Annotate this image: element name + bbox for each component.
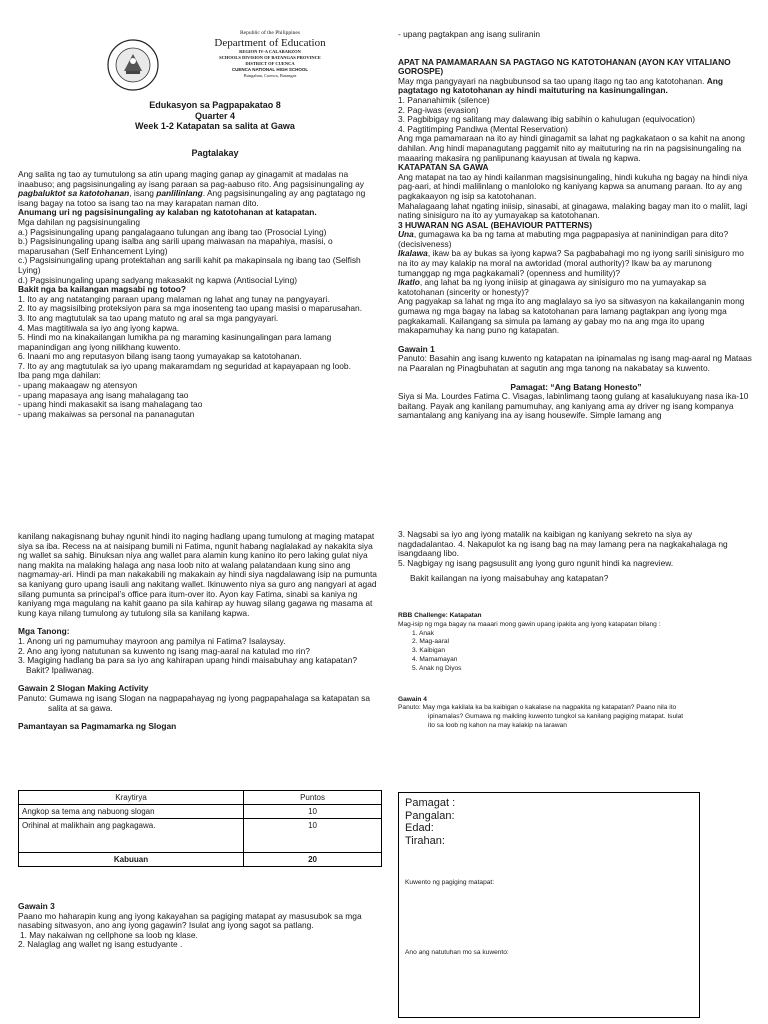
- tanong-item: 2. Ano ang iyong natutunan sa kuwento ng isang mag-aaral na katulad mo rin?: [18, 645, 310, 656]
- heading-gawain-1: Gawain 1: [398, 343, 435, 354]
- page-two: [0, 512, 768, 1024]
- table-total-row: [19, 853, 382, 867]
- iba-item: - upang hindi makasakit sa isang mahalagang tao: [18, 399, 203, 410]
- gawain3-panuto: Paano mo haharapin kung ang iyong kakayahan sa pagiging matapat ay masusubok sa mga nasabing sitwasyon, ano ang iyong gagawin? Isulat ang iyong sagot sa patlang.: [18, 910, 362, 931]
- school-name: CUENCA NATIONAL HIGH SCHOOL: [231, 67, 309, 72]
- dahilan-item: a.) Pagsisinungaling upang pangalagaano tulungan ang ibang tao (Prosocial Lying): [18, 226, 327, 237]
- dahilan-item: b.) Pagsisinungaling upang isalba ang sarili upang maiwasan na mapahiya, masisi, o maparusahan (Self Enhancement Lying): [18, 236, 333, 256]
- gawain3-item: 5. Nagbigay ng isang pagsusulit ang iyong guro ngunit hindi ka nagreview.: [398, 557, 674, 568]
- gawain4-panuto-line: ipinamalas? Gumawa ng maikling kuwento tungkol sa kanilang pagiging matapat. Isulat: [428, 713, 684, 721]
- heading-huwaran: 3 HUWARAN NG ASAL (BEHAVIOUR PATTERNS): [398, 219, 593, 230]
- total-value: 20: [244, 853, 382, 867]
- rbb-item: 5. Anak ng Diyos: [412, 664, 462, 672]
- table-row: [19, 805, 382, 819]
- gawain2-panuto: Panuto: Gumawa ng isang Slogan na nagpapahayag ng iyong pagpapahalaga sa katapatan sa: [18, 692, 371, 703]
- apat-paragraph: May mga pangyayari na nagbubunsod sa tao upang itago ng tao ang katotohanan. Ang pagtatago ng katotohanan ay hindi maituturing na kasinungalingan.: [398, 75, 723, 96]
- left-column-page-one: [18, 170, 370, 419]
- kraytirya-cell: Angkop sa tema ang nabuong slogan: [19, 805, 244, 819]
- huwaran-ikatlo: Ikatlo, ang lahat ba ng iyong iniisip at ginagawa ay sinisiguro mo na yumayakap sa katotohanan (sincerity or honesty)?: [398, 277, 707, 297]
- reason-item: 6. Inaani mo ang reputasyon bilang isang taong yumayakap sa katotohanan.: [18, 351, 302, 362]
- gawain4-panuto-line: ito sa loob ng kahon na may kalakip na larawan: [428, 721, 567, 729]
- rubric-table: [18, 790, 382, 867]
- apat-paragraph-two: Ang mga pamamaraan na ito ay hindi ginagamit sa lahat ng pagkakataon o sa kahit na anong dahilan. Ang hindi mapanagutang paggamit nito ay maituturing na rin na pagsisinungaling na maaaring makasira ng panlipunang kaayusan at tiwala ng kapwa.: [398, 133, 745, 163]
- subject-title: Edukasyon sa Pagpapakatao 8: [149, 100, 281, 110]
- story-paragraph: Siya si Ma. Lourdes Fatima C. Visagas, labinlimang taong gulang at kasalukuyang nasa ika-10 baitang. Payak ang kanilang pamumuhay, ang kaniyang ama ay driver ng isang kompanya samantalang ang kaniyang ina ay isang housewife. Simple lamang ang: [398, 391, 749, 421]
- table-header-row: [19, 791, 382, 805]
- right-column-page-one: [398, 30, 754, 421]
- heading-gawain-4: Gawain 4: [398, 695, 427, 703]
- pamagat-field[interactable]: Pamagat :: [405, 797, 456, 809]
- region-text: REGION IV-A CALABARZON: [239, 49, 301, 54]
- iba-item: - upang makaagaw ng atensyon: [18, 380, 138, 391]
- heading-katapatan-sa-gawa: KATAPATAN SA GAWA: [398, 162, 489, 173]
- dahilan-item: c.) Pagsisinungaling upang protektahan ang sarili kahit pa makapinsala ng ibang tao (Selfish Lying): [18, 255, 361, 275]
- apat-item: 2. Pag-iwas (evasion): [398, 104, 479, 115]
- puntos-cell: 10: [244, 819, 382, 853]
- form-labels: [399, 793, 699, 847]
- reason-item: 2. Ito ay magsisilbing proteksiyon para sa mga inosenteng tao upang masisi o maparusahan.: [18, 303, 363, 314]
- rbb-panuto: Mag-isip ng mga bagay na maaari mong gawin upang ipakita ang iyong katapatan bilang :: [398, 620, 661, 628]
- huwaran-ikalawa: Ikalawa, ikaw ba ay bukas sa iyong kapwa? Sa pagbabahagi mo ng iyong sarili sinisiguro mo na ito ay may kalakip na moral na awtoridad (moral authority)? Ikaw ba ay marunong tumanggap ng mga pagkakamali? (openness and humility)?: [398, 248, 744, 278]
- department-name: Department of Education: [214, 37, 326, 49]
- reason-item: 5. Hindi mo na kinakailangan lumikha pa ng maraming kasinungalingan para lamang mapanindigan ang iyong nilikhang kuwento.: [18, 332, 332, 352]
- story-paragraph-continued: kanilang nakagisnang buhay ngunit hindi ito naging hadlang upang tumulong at maging matapat siya sa iba. Recess na at naisipang bumili ni Fatima, ngunit habang naglalakad ay nakakita siya ng wallet sa sahig. Binuksan niya ang wallet para alamin kung kanino ito pero laking gulat niya nang makita na malaking halaga ang nasa loob nito at walang palatandaan kung sino ang nagmamay-ari. Hindi pa man nakakabili ng makakain ay hindi siya nagdalawang isip na pumunta sa kaniyang guro upang isauli ang nakitang wallet. Ikinuwento niya sa guro ang nangyari at agad silang pumunta sa principal’s office para itum-over ito. Ayon kay Fatima, sinabi sa kaniya ng kaniyang mga magulang na kahit gaano pa sila kahirap ay huwag silang gagawa ng masama at kung kaya nilang tumulong ay tutulong sila sa kanilang kapwa.: [18, 531, 377, 618]
- iba-item: - upang mapasaya ang isang mahalagang tao: [18, 389, 189, 400]
- dahilan-heading: Mga dahilan ng pagsisinungaling: [18, 216, 140, 227]
- katapatan-paragraph: Ang matapat na tao ay hindi kailanman magsisinungaling, hindi kukuha ng bagay na hindi niya pag-aari, at hindi malilinlang o manloloko ng kaniyang kapwa sa anumang paraan. Ito ay ang pagkakaayon ng isip sa katotohanan.: [398, 171, 748, 201]
- heading-gawain-2: Gawain 2 Slogan Making Activity: [18, 683, 149, 694]
- gawain3-bakit: Bakit kailangan na iyong maisabuhay ang katapatan?: [410, 573, 609, 584]
- rbb-item: 1. Anak: [412, 629, 434, 637]
- school-header: [120, 30, 340, 79]
- iba-heading: Iba pang mga dahilan:: [18, 370, 101, 381]
- rbb-item: 4. Mamamayan: [412, 655, 458, 663]
- katapatan-paragraph-two: Mahalagaang lahat ngating iniisip, sinasabi, at ginagawa, malaking bagay man ito o maliit, lagi nating sinisiguro na ito ay yumayakap sa katotohanan.: [398, 200, 748, 221]
- apat-item: 1. Pananahimik (silence): [398, 94, 490, 105]
- pangalan-field[interactable]: Pangalan:: [405, 809, 455, 822]
- reason-item: 7. Ito ay ang magtutulak sa iyo upang makaramdam ng seguridad at kapayapaan ng loob.: [18, 360, 351, 371]
- rubric-title: Pamantayan sa Pagmamarka ng Slogan: [18, 721, 177, 732]
- intro-paragraph: Ang salita ng tao ay tumutulong sa atin upang maging ganap ay ginagamit at madalas na inaabuso; ang pagsisinungaling ay isang paraan sa pag-aabuso rito. Ang pagsisinungaling ay pagbaluktot sa katotohanan, isang panlilinlang. Ang pagsisinungaling ay ang pagtatago ng isang bagay na totoo sa isang tao na may karapatan naman dito.: [18, 169, 366, 208]
- column-header-puntos: Puntos: [244, 791, 382, 805]
- heading-gawain-3: Gawain 3: [18, 901, 55, 911]
- heading-rbb-challenge: RBB Challenge: Katapatan: [398, 611, 482, 619]
- rbb-item: 3. Kaibigan: [412, 647, 445, 655]
- tanong-heading: Mga Tanong:: [18, 626, 70, 637]
- iba-item: - upang pagtakpan ang isang suliranin: [398, 29, 541, 39]
- gawain3-section: [18, 902, 378, 950]
- huwaran-closing: Ang pagyakap sa lahat ng mga ito ang maglalayo sa iyo sa sitwasyon na kakailanganin mong gumawa ng mga bagay na labag sa katotohanan para lamang pagtakpan ang iyong mga pagkakamali. Kailangang sa simula pa lamang ay gabay mo na ang mga ito upang makapamuhay ka nang puno ng katapatan.: [398, 296, 745, 336]
- gawain4-panuto: Panuto: May mga kakilala ka ba kaibigan o kakalase na nagpakita ng katapatan? Paano nila ito: [398, 704, 677, 712]
- tanong-item: 3. Magiging hadlang ba para sa iyo ang kahirapan upang hindi maisabuhay ang katapatan?: [18, 655, 357, 666]
- reason-item: 4. Mas magtitiwala sa iyo ang iyong kapwa.: [18, 322, 180, 333]
- table-row: [19, 819, 382, 853]
- puntos-cell: 10: [244, 805, 382, 819]
- dahilan-item: d.) Pagsisinungaling upang sadyang makasakit ng kapwa (Antisocial Lying): [18, 274, 298, 285]
- kraytirya-cell: Orihinal at malikhain ang pagkagawa.: [19, 819, 244, 853]
- heading-kalaban: Anumang uri ng pagsisinungaling ay kalaban ng katotohanan at katapatan.: [18, 207, 317, 218]
- reason-item: 3. Ito ang magtutulak sa tao upang matuto ng aral sa mga pangyayari.: [18, 312, 279, 323]
- heading-apat-na-pamamaraan: APAT NA PAMAMARAAN SA PAGTAGO NG KATOTOHANAN (AYON KAY VITALIANO GOROSPE): [398, 56, 731, 77]
- division-text: SCHOOLS DIVISION OF BATANGAS PROVINCE: [219, 55, 321, 60]
- section-pagtalakay: Pagtalakay: [191, 148, 239, 158]
- school-address: Bungahan, Cuenca, Batangas: [243, 73, 297, 78]
- huwaran-una: Una, gumagawa ka ba ng tama at mabuting mga pagpapasiya at naninindigan para dito? (decisiveness): [398, 229, 729, 249]
- gawain3-item: 3. Nagsabi sa iyo ang iyong matalik na kaibigan ng kaniyang sekreto na siya ay nagdadalantao. 4. Nakapulot ka ng isang bag na may lamang pera na nagkakahalaga ng isangdaang libo.: [398, 529, 728, 559]
- edad-field[interactable]: Edad:: [405, 822, 434, 834]
- tirahan-field[interactable]: Tirahan:: [405, 834, 445, 847]
- heading-bakit-totoo: Bakit nga ba kailangan magsabi ng totoo?: [18, 284, 186, 295]
- gawain2-panuto-two: salita at sa gawa.: [48, 702, 113, 713]
- aral-field[interactable]: Ano ang natutuhan mo sa kuwento:: [405, 949, 509, 956]
- week-title: Week 1-2 Katapatan sa salita at Gawa: [135, 121, 295, 131]
- rbb-item: 2. Mag-aaral: [412, 638, 450, 646]
- apat-item: 3. Pagbibigay ng salitang may dalawang ibig sabihin o kahulugan (equivocation): [398, 114, 696, 125]
- story-answer-box[interactable]: [398, 792, 700, 1018]
- reason-item: 1. Ito ay ang natatanging paraan upang malaman ng lahat ang tunay na pangyayari.: [18, 293, 330, 304]
- republic-text: Republic of the Philippines: [239, 30, 301, 36]
- gawain1-panuto: Panuto: Basahin ang isang kuwento ng katapatan na ipinamalas ng isang mag-aaral ng Mataas na Paaralan ng Pinagbuhatan at sagutin ang mga tanong na nakabatay sa kuwento.: [398, 353, 752, 373]
- district-text: DISTRICT OF CUENCA: [245, 61, 295, 66]
- quarter-title: Quarter 4: [194, 110, 236, 121]
- column-header-kraytirya: Kraytirya: [19, 791, 244, 805]
- right-column-page-two: [398, 530, 738, 731]
- total-label: Kabuuan: [19, 853, 244, 867]
- iba-item: - upang makaiwas sa personal na pananagutan: [18, 408, 195, 419]
- gawain3-item: 1. May nakaiwan ng cellphone sa loob ng klase.: [20, 929, 198, 940]
- story-title: Pamagat: “Ang Batang Honesto”: [510, 381, 642, 392]
- left-column-page-two: [18, 532, 378, 732]
- tanong-bakit: Bakit? Ipaliwanag.: [26, 664, 94, 675]
- gawain3-item: 2. Nalaglag ang wallet ng isang estudyante .: [18, 939, 183, 950]
- tanong-item: 1. Anong uri ng pamumuhay mayroon ang pamilya ni Fatima? Isalaysay.: [18, 635, 286, 646]
- lesson-title: [90, 100, 340, 132]
- kuwento-field[interactable]: Kuwento ng pagiging matapat:: [405, 879, 495, 886]
- apat-item: 4. Pagtitimping Pandiwa (Mental Reservation): [398, 123, 568, 134]
